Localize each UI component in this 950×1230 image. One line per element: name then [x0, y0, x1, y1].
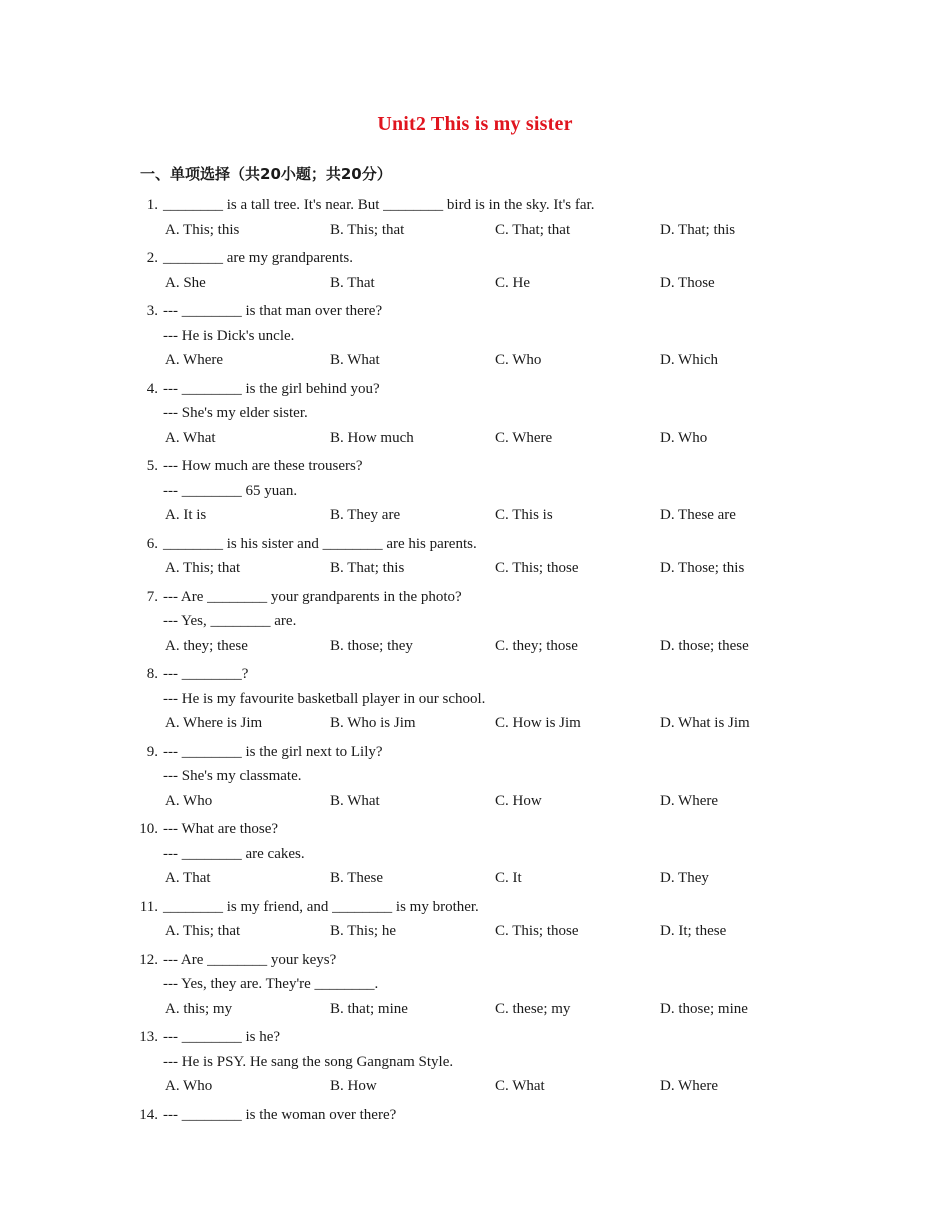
question-text: --- ________ is he?	[163, 1029, 281, 1045]
question-number: 2.	[146, 250, 158, 266]
question-line	[0, 193, 950, 218]
option-a: A. they; these	[165, 637, 248, 654]
option-b: B. those; they	[330, 637, 413, 654]
option-d: D. Who	[660, 429, 708, 446]
question-text: --- She's my elder sister.	[163, 405, 308, 421]
question-text: ________ is my friend, and ________ is my brother.	[163, 898, 479, 915]
options-row	[0, 997, 950, 1022]
option-b: B. How much	[330, 429, 414, 446]
question-text: --- She's my classmate.	[163, 768, 302, 784]
options-row	[0, 556, 950, 581]
option-c: C. He	[495, 274, 530, 291]
question-line	[0, 532, 950, 557]
option-b: B. that; mine	[330, 1000, 408, 1017]
question-line	[0, 842, 950, 867]
option-b: B. This; that	[330, 221, 405, 238]
question-7	[0, 585, 950, 659]
question-line	[0, 740, 950, 765]
question-line	[0, 1103, 950, 1128]
question-line	[0, 479, 950, 504]
question-9	[0, 740, 950, 814]
question-text: --- ________ is the girl behind you?	[163, 380, 380, 397]
option-a: A. That	[165, 870, 211, 886]
option-c: C. This; those	[495, 560, 579, 576]
question-text: --- He is my favourite basketball player in our school.	[163, 690, 486, 707]
options-row	[0, 789, 950, 814]
question-line	[0, 299, 950, 324]
option-d: D. They	[660, 870, 709, 886]
option-b: B. They are	[330, 507, 401, 523]
option-c: C. Who	[495, 352, 542, 368]
option-c: C. What	[495, 1078, 545, 1094]
question-text: --- Are ________ your keys?	[163, 951, 337, 968]
question-text: --- ________ is the girl next to Lily?	[163, 743, 383, 760]
question-line	[0, 1025, 950, 1050]
option-c: C. they; those	[495, 637, 578, 654]
question-line	[0, 764, 950, 789]
question-line	[0, 324, 950, 349]
question-line	[0, 401, 950, 426]
question-number: 8.	[146, 666, 158, 682]
question-line	[0, 585, 950, 610]
option-d: D. It; these	[660, 923, 727, 939]
question-text: ________ is his sister and ________ are his parents.	[163, 535, 477, 552]
option-b: B. How	[330, 1078, 377, 1094]
option-d: D. That; this	[660, 221, 736, 238]
question-list	[0, 193, 950, 1131]
question-text: --- What are those?	[163, 821, 279, 837]
option-a: A. It is	[165, 507, 207, 523]
option-a: A. this; my	[165, 1000, 233, 1017]
question-text: --- He is PSY. He sang the song Gangnam Style.	[163, 1053, 454, 1070]
option-c: C. This is	[495, 507, 553, 523]
option-d: D. Those	[660, 274, 715, 291]
question-text: --- ________ is that man over there?	[163, 303, 383, 319]
option-b: B. These	[330, 870, 384, 886]
question-4	[0, 377, 950, 451]
option-c: C. How is Jim	[495, 715, 581, 731]
options-row	[0, 711, 950, 736]
question-text: --- ________ 65 yuan.	[163, 482, 298, 499]
options-row	[0, 1074, 950, 1099]
option-a: A. What	[165, 429, 216, 446]
question-text: --- Yes, they are. They're ________.	[163, 976, 379, 992]
option-b: B. This; he	[330, 923, 396, 939]
question-number: 9.	[146, 743, 158, 760]
question-line	[0, 972, 950, 997]
question-number: 1.	[146, 197, 158, 213]
option-a: A. Who	[165, 792, 213, 809]
question-8	[0, 662, 950, 736]
question-number: 13.	[139, 1029, 158, 1045]
question-number: 5.	[146, 458, 158, 474]
option-d: D. Which	[660, 352, 719, 368]
question-line	[0, 454, 950, 479]
options-row	[0, 218, 950, 243]
question-number: 11.	[139, 898, 158, 915]
question-text: --- He is Dick's uncle.	[163, 327, 295, 344]
option-d: D. These are	[660, 507, 736, 523]
question-text: ________ is a tall tree. It's near. But ________ bird is in the sky. It's far.	[163, 197, 595, 213]
options-row	[0, 271, 950, 296]
question-text: --- Are ________ your grandparents in the photo?	[163, 588, 462, 605]
option-b: B. That; this	[330, 560, 405, 576]
option-b: B. That	[330, 274, 375, 291]
option-d: D. What is Jim	[660, 715, 750, 731]
options-row	[0, 503, 950, 528]
question-14	[0, 1103, 950, 1128]
question-line	[0, 246, 950, 271]
option-c: C. That; that	[495, 221, 571, 238]
option-b: B. What	[330, 352, 380, 368]
question-number: 7.	[146, 588, 158, 605]
question-text: --- Yes, ________ are.	[163, 613, 297, 629]
option-a: A. Where is Jim	[165, 715, 263, 731]
question-number: 4.	[146, 380, 158, 397]
question-number: 10.	[139, 821, 158, 837]
option-c: C. It	[495, 870, 522, 886]
question-line	[0, 895, 950, 920]
option-a: A. This; that	[165, 560, 241, 576]
options-row	[0, 634, 950, 659]
option-d: D. Where	[660, 792, 719, 809]
page-title: Unit2 This is my sister	[377, 113, 573, 135]
options-row	[0, 919, 950, 944]
option-c: C. This; those	[495, 923, 579, 939]
option-a: A. She	[165, 274, 206, 291]
question-number: 12.	[139, 951, 158, 968]
option-c: C. Where	[495, 429, 553, 446]
option-d: D. those; mine	[660, 1000, 748, 1017]
option-c: C. How	[495, 792, 542, 809]
option-a: A. Where	[165, 352, 224, 368]
question-6	[0, 532, 950, 581]
question-2	[0, 246, 950, 295]
option-a: A. This; that	[165, 923, 241, 939]
question-line	[0, 609, 950, 634]
section-heading: 一、单项选择（共20小题；共20分）	[140, 165, 392, 183]
question-number: 6.	[146, 535, 158, 552]
option-a: A. This; this	[165, 221, 240, 238]
question-line	[0, 687, 950, 712]
question-10	[0, 817, 950, 891]
option-c: C. these; my	[495, 1000, 571, 1017]
question-1	[0, 193, 950, 242]
option-b: B. What	[330, 792, 380, 809]
question-line	[0, 662, 950, 687]
question-11	[0, 895, 950, 944]
question-line	[0, 377, 950, 402]
question-number: 3.	[146, 303, 158, 319]
question-line	[0, 1050, 950, 1075]
question-text: --- How much are these trousers?	[163, 458, 363, 474]
options-row	[0, 348, 950, 373]
option-d: D. Where	[660, 1078, 719, 1094]
question-12	[0, 948, 950, 1022]
question-3	[0, 299, 950, 373]
options-row	[0, 866, 950, 891]
option-d: D. Those; this	[660, 560, 745, 576]
question-number: 14.	[139, 1106, 158, 1123]
question-13	[0, 1025, 950, 1099]
question-text: --- ________ are cakes.	[163, 845, 305, 862]
question-line	[0, 817, 950, 842]
option-d: D. those; these	[660, 637, 749, 654]
question-text: --- ________?	[163, 666, 249, 682]
question-5	[0, 454, 950, 528]
option-b: B. Who is Jim	[330, 715, 416, 731]
options-row	[0, 426, 950, 451]
option-a: A. Who	[165, 1078, 213, 1094]
question-text: --- ________ is the woman over there?	[163, 1106, 397, 1123]
question-text: ________ are my grandparents.	[163, 250, 353, 266]
question-line	[0, 948, 950, 973]
